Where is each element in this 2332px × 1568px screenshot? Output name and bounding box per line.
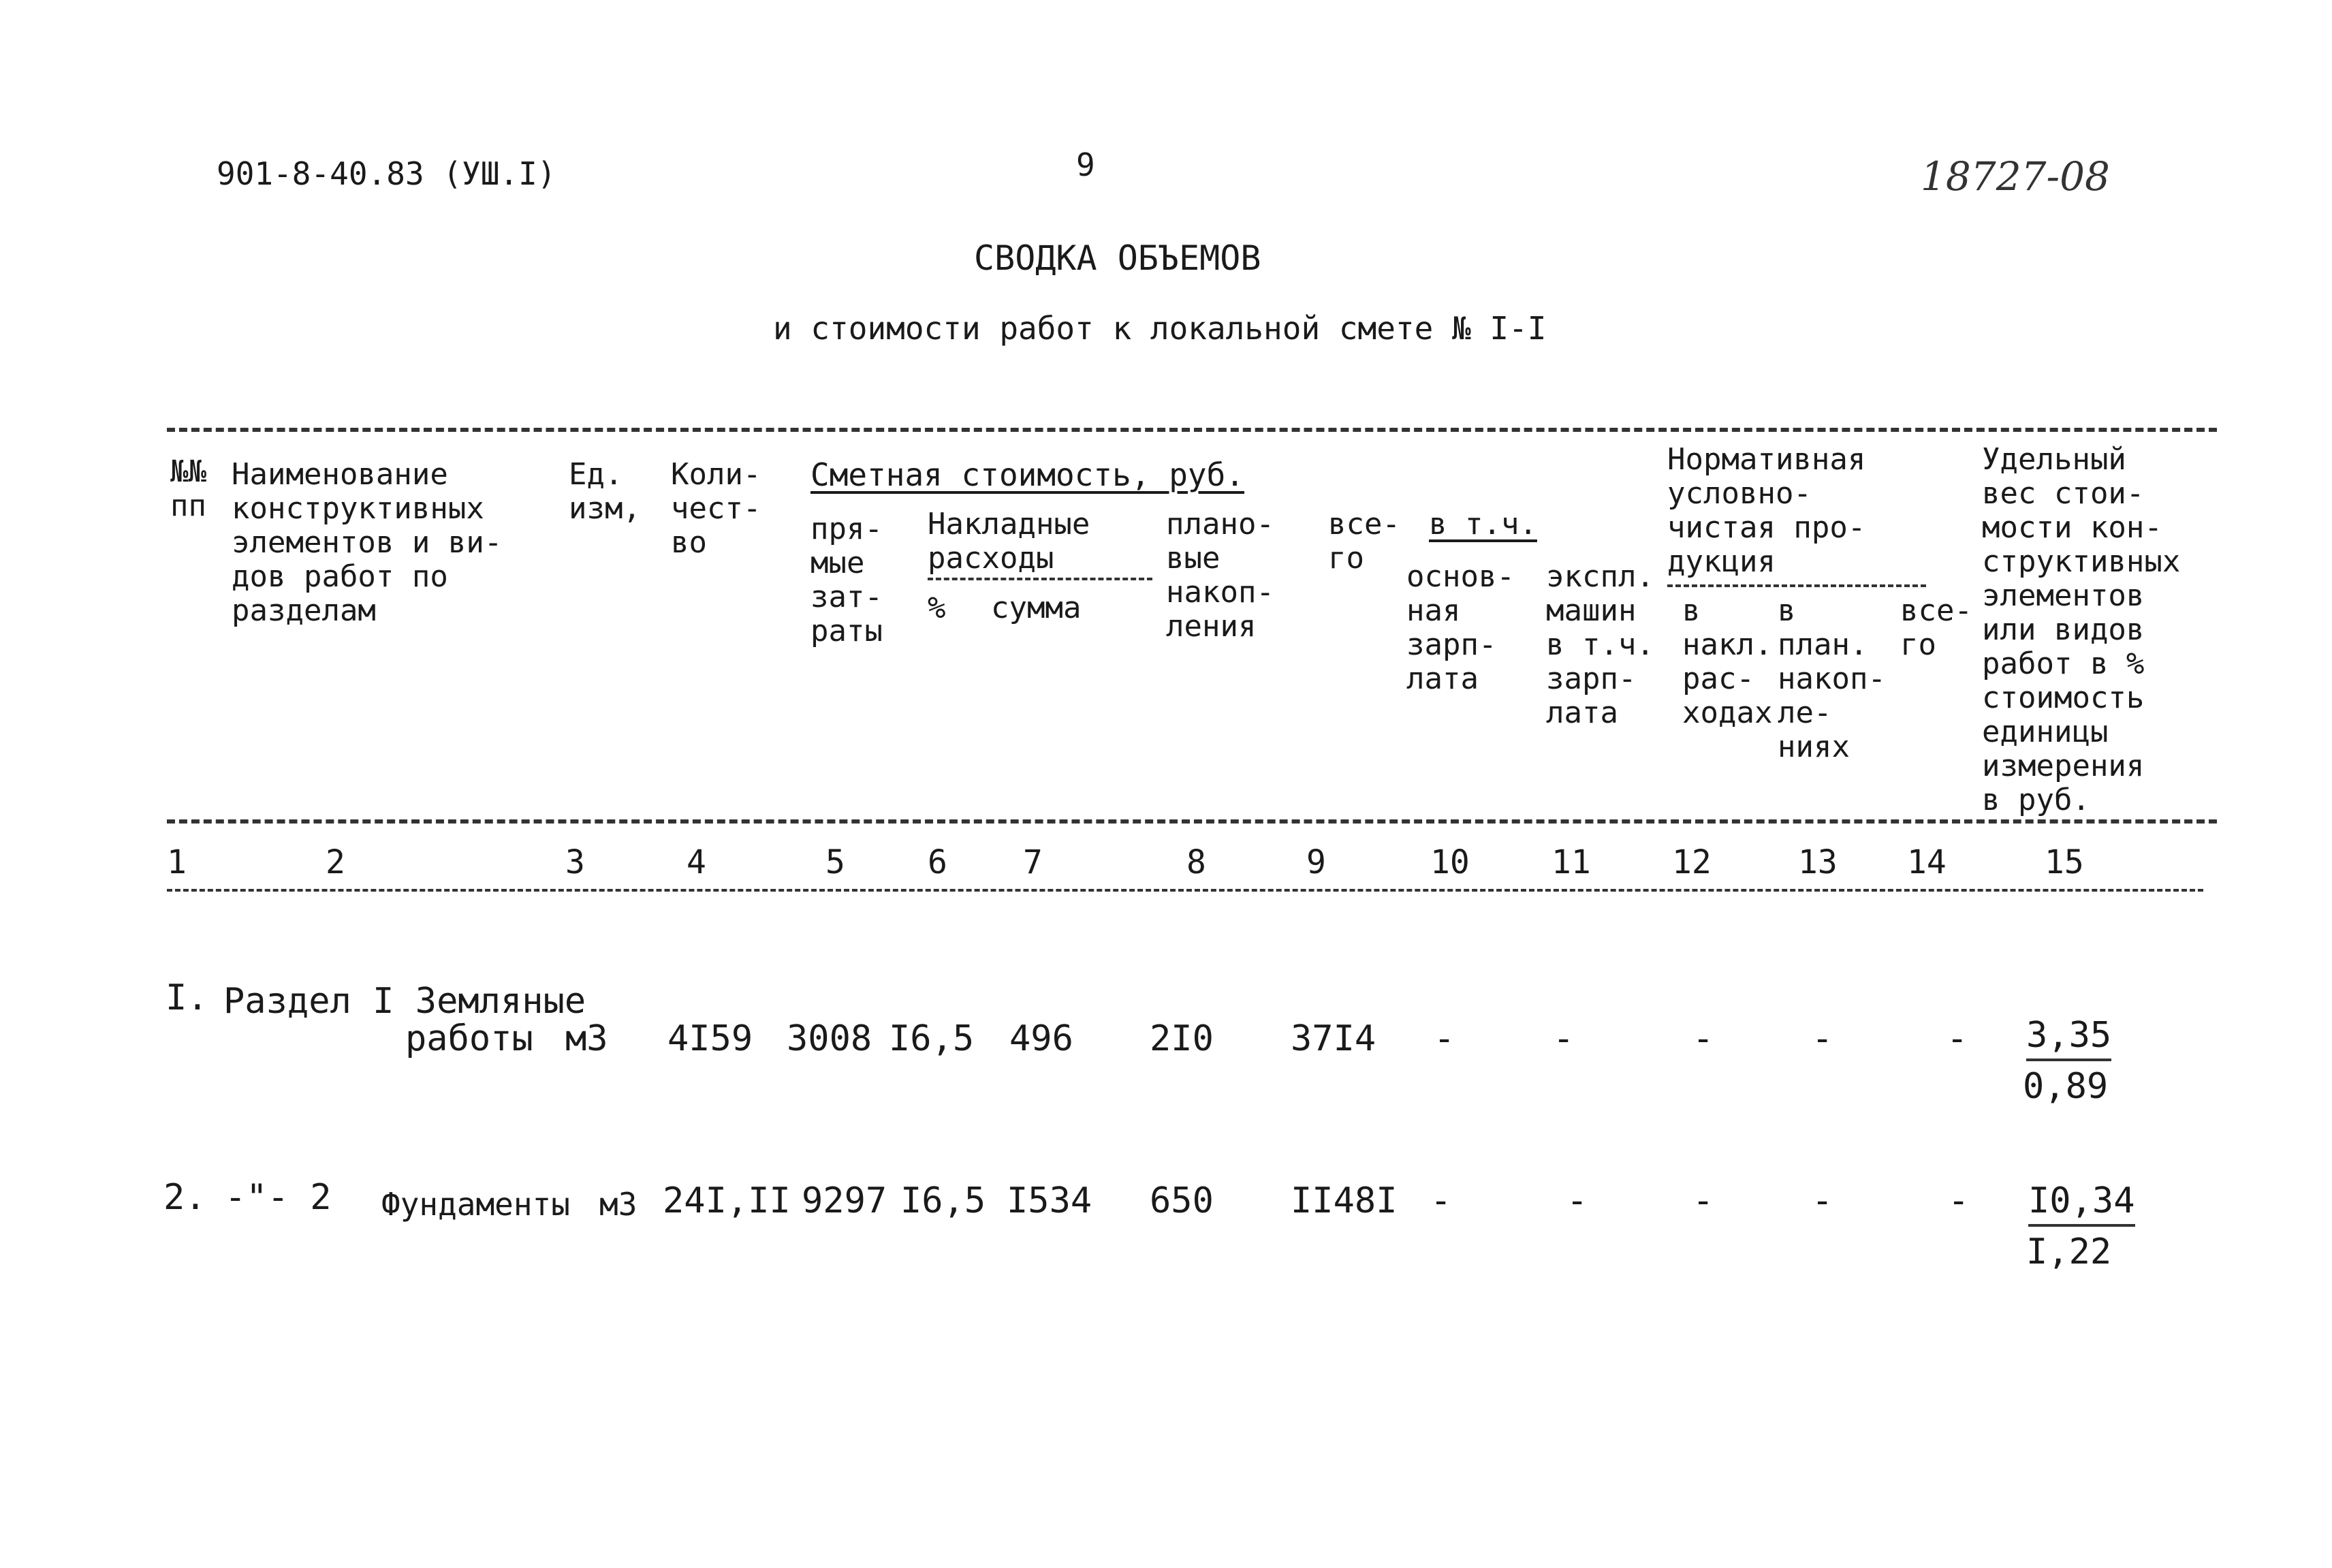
row-norm-overhead: - (1692, 1018, 1714, 1059)
column-numbers-rule (167, 889, 2203, 892)
column-number: 1 (167, 843, 187, 881)
header-bottom-rule (167, 819, 2217, 824)
column-number: 8 (1186, 843, 1206, 881)
row-number: 2. (163, 1177, 206, 1218)
column-number: 12 (1672, 843, 1712, 881)
column-number: 7 (1023, 843, 1043, 881)
row-number: I. (166, 977, 208, 1018)
row-specific-weight: I0,34 (2028, 1180, 2135, 1227)
col-header-planned-accumulation: плано- вые накоп- ления (1166, 507, 1274, 644)
document-code: 901-8-40.83 (УШ.I) (217, 155, 556, 192)
col-header-unit: Ед. изм, (569, 457, 641, 526)
col-header-norm-overhead: в накл. рас- ходах (1682, 593, 1773, 730)
row-norm-overhead: - (1692, 1180, 1714, 1221)
column-number: 15 (2045, 843, 2084, 881)
row-total: II48I (1291, 1180, 1398, 1221)
col-header-specific-weight: Удельный вес стои- мости кон- структивных элементов или видов работ в % стоимость единицы измерения в руб. (1982, 442, 2181, 817)
column-number: 11 (1551, 843, 1591, 881)
row-planned-accumulation: 2I0 (1150, 1018, 1214, 1059)
col-group-estimated-cost: Сметная стоимость, руб. (810, 456, 1244, 493)
overhead-group-rule (928, 578, 1152, 580)
row-specific-weight: 3,35 (2026, 1015, 2111, 1061)
row-machine-operation: - (1553, 1018, 1575, 1059)
col-header-number: №№ пп (170, 454, 206, 523)
handwritten-number: 18727-08 (1921, 153, 2110, 200)
col-header-direct-costs: пря- мые зат- раты (810, 512, 883, 648)
column-number: 10 (1430, 843, 1470, 881)
page-number: 9 (1076, 146, 1095, 183)
row-unit-cost: 0,89 (2023, 1066, 2109, 1107)
column-number: 14 (1907, 843, 1947, 881)
row-overhead-percent: I6,5 (900, 1180, 986, 1221)
col-group-normative-production: Нормативная условно- чистая про- дукция (1667, 442, 1866, 579)
col-header-quantity: Коли- чест- во (671, 457, 761, 560)
row-norm-total: - (1948, 1180, 1970, 1221)
row-total: 37I4 (1291, 1018, 1376, 1059)
row-base-wage: - (1434, 1018, 1455, 1059)
col-header-base-wage: основ- ная зарп- лата (1406, 559, 1515, 696)
col-header-overhead-sum: сумма (991, 591, 1082, 625)
row-base-wage: - (1430, 1180, 1452, 1221)
normative-group-rule (1667, 584, 1926, 587)
column-number: 3 (565, 843, 585, 881)
column-number: 2 (326, 843, 345, 881)
row-name-continued: работы (405, 1018, 533, 1059)
column-number: 4 (687, 843, 706, 881)
row-name: -"- 2 (225, 1177, 332, 1218)
row-overhead-percent: I6,5 (889, 1018, 975, 1059)
column-number: 13 (1798, 843, 1838, 881)
col-header-overhead-percent: % (928, 591, 946, 625)
row-machine-operation: - (1566, 1180, 1588, 1221)
row-unit-cost: I,22 (2026, 1232, 2112, 1272)
document-title: СВОДКА ОБЪЕМОВ (974, 238, 1261, 278)
row-unit: м3 (599, 1186, 637, 1223)
col-header-norm-total: все- го (1900, 593, 1972, 662)
row-norm-planned: - (1812, 1180, 1833, 1221)
col-header-norm-planned: в план. накоп- ле- ниях (1778, 593, 1886, 764)
column-number: 9 (1306, 843, 1326, 881)
col-header-total: все- го (1328, 507, 1400, 576)
row-planned-accumulation: 650 (1150, 1180, 1214, 1221)
row-quantity: 24I,II (663, 1180, 791, 1221)
col-group-including: в т.ч. (1429, 507, 1537, 542)
col-header-machine-operation: экспл. машин в т.ч. зарп- лата (1546, 559, 1654, 730)
row-overhead-sum: 496 (1009, 1018, 1073, 1059)
row-unit: м3 (565, 1018, 608, 1059)
row-direct-costs: 3008 (787, 1018, 872, 1059)
row-norm-planned: - (1812, 1018, 1833, 1059)
row-overhead-sum: I534 (1007, 1180, 1092, 1221)
col-header-name: Наименование конструктивных элементов и ви- дов работ по разделам (232, 457, 503, 628)
document-subtitle: и стоимости работ к локальной смете № I-I (773, 310, 1547, 347)
table-top-rule (167, 428, 2217, 432)
row-name: Раздел I Земляные (223, 981, 586, 1022)
row-quantity: 4I59 (667, 1018, 753, 1059)
row-name-continued: Фундаменты (381, 1186, 570, 1223)
row-norm-total: - (1947, 1018, 1968, 1059)
column-number: 5 (825, 843, 845, 881)
col-group-overhead: Накладные расходы (928, 507, 1090, 576)
row-direct-costs: 9297 (802, 1180, 887, 1221)
column-number: 6 (928, 843, 947, 881)
